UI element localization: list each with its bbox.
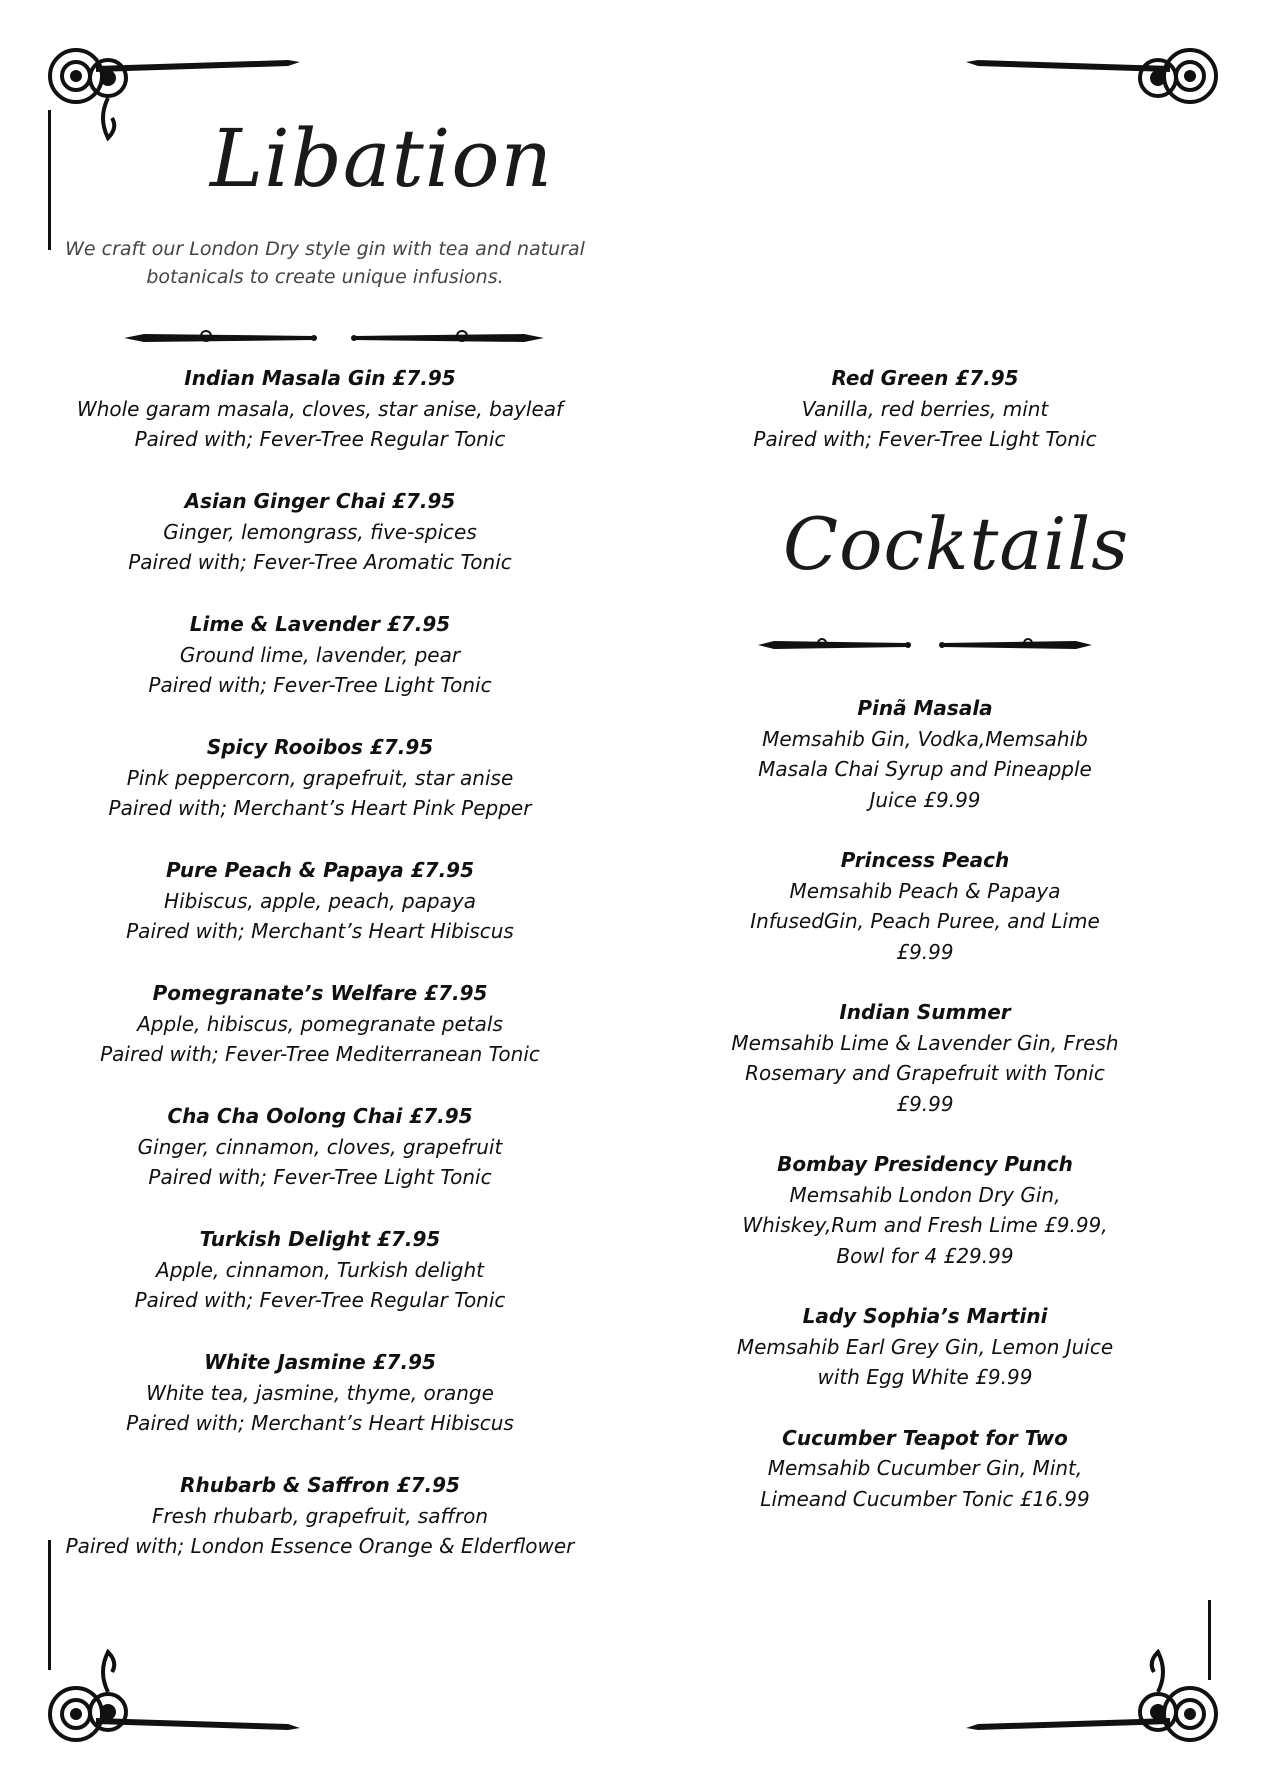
item-ingredients: Whole garam masala, cloves, star anise, bayleaf: [76, 396, 564, 421]
section-title: Cocktails: [783, 502, 1130, 586]
item-pairing: Paired with; Fever-Tree Mediterranean Tonic: [100, 1042, 540, 1066]
list-item: [40, 609, 600, 701]
item-ingredients: Apple, cinnamon, Turkish delight: [156, 1257, 484, 1282]
item-description: Masala Chai Syrup and Pineapple: [758, 757, 1092, 781]
ornament-vertical-bar: [48, 110, 51, 250]
item-ingredients: Fresh rhubarb, grapefruit, saffron: [151, 1503, 489, 1528]
item-pairing: Paired with; Fever-Tree Light Tonic: [148, 1165, 492, 1189]
item-name: Pomegranate’s Welfare £7.95: [152, 981, 488, 1005]
list-item: [40, 1224, 600, 1316]
item-name: Lime & Lavender £7.95: [189, 612, 451, 636]
ornament-corner-bottom-right-icon: [958, 1642, 1228, 1752]
item-ingredients: Ginger, cinnamon, cloves, grapefruit: [137, 1134, 503, 1159]
cocktail-list: [720, 693, 1130, 1544]
tagline-line: botanicals to create unique infusions.: [146, 266, 504, 288]
item-name: Indian Masala Gin £7.95: [184, 366, 456, 390]
item-description: Bowl for 4 £29.99: [836, 1243, 1014, 1268]
item-name: Pinã Masala: [857, 696, 993, 720]
list-item: [40, 486, 600, 578]
item-name: Asian Ginger Chai £7.95: [184, 489, 456, 513]
gin-list: [40, 363, 600, 1593]
item-description: Memsahib Earl Grey Gin, Lemon Juice: [736, 1334, 1114, 1359]
item-ingredients: Ground lime, lavender, pear: [179, 642, 461, 667]
item-name: Cucumber Teapot for Two: [782, 1425, 1068, 1450]
item-name: Princess Peach: [840, 848, 1010, 872]
item-description: £9.99: [896, 939, 954, 964]
item-pairing: Paired with; London Essence Orange & Elderflower: [65, 1534, 575, 1558]
list-item: [40, 1101, 600, 1193]
list-item: [720, 997, 1130, 1119]
red-green-item: [720, 363, 1130, 455]
item-description: Memsahib Cucumber Gin, Mint,: [767, 1456, 1083, 1480]
item-description: Rosemary and Grapefruit with Tonic: [745, 1061, 1105, 1085]
item-pairing: Paired with; Fever-Tree Regular Tonic: [134, 1288, 506, 1312]
item-name: Cha Cha Oolong Chai £7.95: [167, 1104, 473, 1128]
item-pairing: Paired with; Fever-Tree Regular Tonic: [134, 427, 506, 451]
item-ingredients: Ginger, lemongrass, five-spices: [163, 519, 477, 544]
item-name: Spicy Rooibos £7.95: [206, 735, 434, 759]
ornament-corner-bottom-left-icon: [38, 1642, 308, 1752]
list-item: [720, 845, 1130, 967]
ornament-vertical-bar: [1208, 1600, 1211, 1680]
item-description: Juice £9.99: [869, 787, 981, 812]
item-description: £9.99: [896, 1091, 954, 1116]
list-item: [40, 1347, 600, 1439]
item-description: Memsahib Peach & Papaya: [789, 878, 1061, 903]
item-ingredients: Vanilla, red berries, mint: [801, 396, 1049, 421]
ornament-divider-icon: [758, 633, 1092, 657]
page-title: Libation: [210, 112, 554, 205]
list-item: [720, 1423, 1130, 1515]
item-description: Whiskey,Rum and Fresh Lime £9.99,: [742, 1213, 1108, 1237]
list-item: [40, 732, 600, 824]
item-pairing: Paired with; Fever-Tree Light Tonic: [753, 427, 1097, 451]
item-description: Memsahib Gin, Vodka,Memsahib: [762, 726, 1088, 751]
item-pairing: Paired with; Fever-Tree Aromatic Tonic: [128, 550, 512, 574]
item-pairing: Paired with; Merchant’s Heart Hibiscus: [126, 1411, 514, 1435]
list-item: [40, 363, 600, 455]
item-ingredients: Hibiscus, apple, peach, papaya: [164, 888, 476, 913]
ornament-divider-icon: [124, 326, 544, 350]
item-description: Memsahib London Dry Gin,: [789, 1182, 1061, 1207]
item-name: Lady Sophia’s Martini: [802, 1304, 1048, 1328]
list-item: [40, 1470, 600, 1562]
item-name: Red Green £7.95: [831, 366, 1019, 390]
item-name: Turkish Delight £7.95: [199, 1227, 441, 1251]
item-ingredients: Apple, hibiscus, pomegranate petals: [137, 1011, 503, 1036]
ornament-corner-top-right-icon: [958, 38, 1228, 148]
item-description: with Egg White £9.99: [817, 1365, 1033, 1389]
item-ingredients: White tea, jasmine, thyme, orange: [146, 1380, 494, 1405]
item-ingredients: Pink peppercorn, grapefruit, star anise: [126, 765, 514, 790]
item-pairing: Paired with; Fever-Tree Light Tonic: [148, 673, 492, 697]
item-name: White Jasmine £7.95: [204, 1350, 436, 1374]
item-name: Bombay Presidency Punch: [777, 1152, 1073, 1176]
list-item: [40, 978, 600, 1070]
item-name: Pure Peach & Papaya £7.95: [165, 858, 475, 882]
item-pairing: Paired with; Merchant’s Heart Hibiscus: [126, 919, 514, 943]
item-pairing: Paired with; Merchant’s Heart Pink Pepper: [108, 796, 532, 820]
item-name: Rhubarb & Saffron £7.95: [180, 1473, 460, 1497]
list-item: [40, 855, 600, 947]
list-item: [720, 693, 1130, 815]
tagline: [60, 235, 590, 291]
list-item: [720, 1149, 1130, 1271]
list-item: [720, 1301, 1130, 1393]
item-description: Memsahib Lime & Lavender Gin, Fresh: [731, 1030, 1119, 1055]
item-description: InfusedGin, Peach Puree, and Lime: [750, 909, 1100, 933]
item-description: Limeand Cucumber Tonic £16.99: [760, 1486, 1090, 1511]
item-name: Indian Summer: [839, 1000, 1011, 1024]
tagline-line: We craft our London Dry style gin with tea and natural: [65, 238, 585, 260]
